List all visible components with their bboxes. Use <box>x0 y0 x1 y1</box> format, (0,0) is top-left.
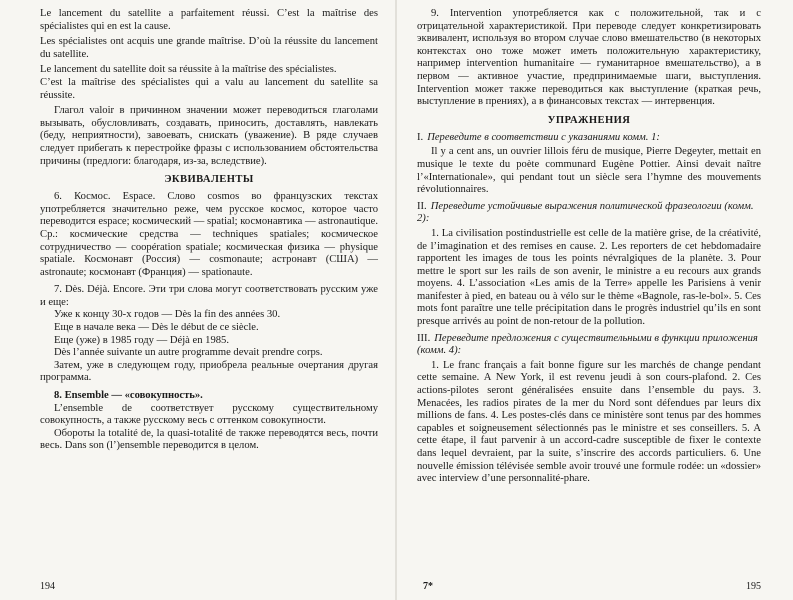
valoir-paragraph: Глагол valoir в причинном значении может переводиться глаголами вызывать, обусловливать, создавать, приносить, доставлять, навлекать (беду, неприятности), завоевать, снискать (уважение). В ряде случаев следует прибегать к перестройке фразы с использованием обстоятельства причины (предлоги: благодаря, из-за, вследствие). <box>40 105 378 167</box>
item-8-paragraph-1: L’ensemble de соответствует русскому существительному совокупность, а также русскому весь с оттенком совокупности. <box>40 402 378 427</box>
exercise-3-heading <box>417 333 761 358</box>
page-number-right: 195 <box>746 581 761 592</box>
exercise-3-title: Переведите предложения с существительными в функции приложения (комм. 4): <box>417 332 758 357</box>
item-7-des-deja-encore: 7. Dès. Déjà. Encore. Эти три слова могут соответствовать русским уже и еще: <box>40 284 378 308</box>
exercise-2-heading <box>417 201 761 226</box>
right-page <box>397 0 793 600</box>
signature-mark: 7* <box>423 581 433 592</box>
example-sentence-1: Le lancement du satellite a parfaitement réussi. C’est la maîtrise des spécialistes qui en est la cause. <box>40 8 378 32</box>
item-9-intervention: 9. Intervention употребляется как с положительной, так и с отрицательной характеристикой. При переводе следует конкретизировать эквивалент, используя во втором случае слово вмешательство (в некоторых контекстах оно тоже может иметь положительную характеристику, например intervention humanitaire — гуманитарное вмешательство), а в первом — активное участие, предпринимаемые шаги, выступления. Intervention может также переводиться как выступление (краткая речь, выступление в прениях), а в финансовых текстах — интервенция. <box>417 8 761 108</box>
exercise-1-number: I. <box>417 131 424 143</box>
example-sentence-4: C’est la maîtrise des spécialistes qui a valu au lancement du satellite sa réussite. <box>40 76 378 101</box>
example-sentence-3: Le lancement du satellite doit sa réussite à la maîtrise des spécialistes. <box>40 64 337 76</box>
exercise-2-text: 1. La civilisation postindustrielle est celle de la matière grise, de la créativité, de l’imagination et des remises en cause. 2. Les reporters de cet hebdomadaire rapportent les images de tous les points névralgiques de la planète. 3. Pour mettre le sport sur les rails de son avenir, le ministre a eu recours aux grands moyens. 4. L’association «Les amis de la Terre» appelle les Parisiens à venir manifester à pied, en bateau ou à vélo sur le thème «Bagnole, ras-le-bol». 5. Ces mots font paraître une telle précipitation dans le progrès industriel qu’ils en sont presque arrivés au point de non-retour de la pollution. <box>417 227 761 328</box>
exercise-1-heading <box>417 132 761 145</box>
exercise-3-text: 1. Le franc français a fait bonne figure sur les marchés de change pendant cette semaine. A New York, il est revenu jeudi à son cours-plafond. 2. Ces actions-pilotes seront généralisées ensuite dans l’ensemble du pays. 3. Menacées, les radios pirates de la mer du Nord sont défendues par leurs dix millions de fans. 4. Les postes-clés dans ce ministère sont tenus par des hommes capables et soigneusement sélectionnés pas le ministre et ses conseillers. 5. A cette étape, il faut parvenir à un accord-cadre susceptible de fixer le contexte dans lequel devraient, par la suite, s’inscrire des accords particuliers. 6. Une nouvelle émission télévisée semble avoir trouvé une formule rodée: un «dossier» avec interview d’une personnalité-phare. <box>417 359 761 485</box>
item-8-paragraph-2: Обороты la totalité de, la quasi-totalité de также переводятся весь, почти весь. Dans son (l’)ensemble переводится в целом. <box>40 427 378 452</box>
example-sentence-2: Les spécialistes ont acquis une grande maîtrise. D’où la réussite du lancement du satellite. <box>40 36 378 60</box>
left-page <box>0 0 396 600</box>
item-7-example-2: Еще в начале века — Dès le début de ce siècle. <box>54 322 259 334</box>
page-number-left: 194 <box>40 581 55 592</box>
exercise-3-number: III. <box>417 332 431 344</box>
item-7-example-4: Dès l’année suivante un autre programme devait prendre corps. <box>54 347 323 359</box>
exercise-1-title: Переведите в соответствии с указаниями комм. 1: <box>427 131 660 143</box>
item-7-tail: Затем, уже в следующем году, приобрела реальные очертания другая программа. <box>40 359 378 384</box>
exercise-1-text: Il y a cent ans, un ouvrier lillois féru de musique, Pierre Degeyter, mettait en musique le texte du poète communard Eugène Pottier. Ainsi devait naître l’«Internationale», qui pendant tout un siècle sera l’hymne des mouvements révolutionnaires. <box>417 146 761 196</box>
item-7-example-1: Уже к концу 30-х годов — Dès la fin des années 30. <box>54 309 281 321</box>
exercise-2-title: Переведите устойчивые выражения политической фразеологии (комм. 2): <box>417 200 754 225</box>
section-heading-exercises: УПРАЖНЕНИЯ <box>547 114 631 126</box>
item-7-example-3: Еще (уже) в 1985 году — Déjà en 1985. <box>54 334 229 346</box>
item-8-heading: 8. Ensemble — «совокупность». <box>54 390 203 402</box>
exercise-2-number: II. <box>417 200 427 212</box>
section-heading-equivalents: ЭКВИВАЛЕНТЫ <box>164 174 254 186</box>
item-6-cosmos: 6. Космос. Espace. Слово cosmos во французских текстах употребляется значительно реже, чем русское космос, которое часто переводится espace; космический — spatial; космонавтика — astronautique. Ср.: космические средства — techniques spatiales; космическое сотрудничество — coopération spatiale; космическая физика — physique spatiale. Космонавт (Россия) — cosmonaute; астронавт (США) — astronaute; космонавт (Франция) — spationaute. <box>40 191 378 278</box>
